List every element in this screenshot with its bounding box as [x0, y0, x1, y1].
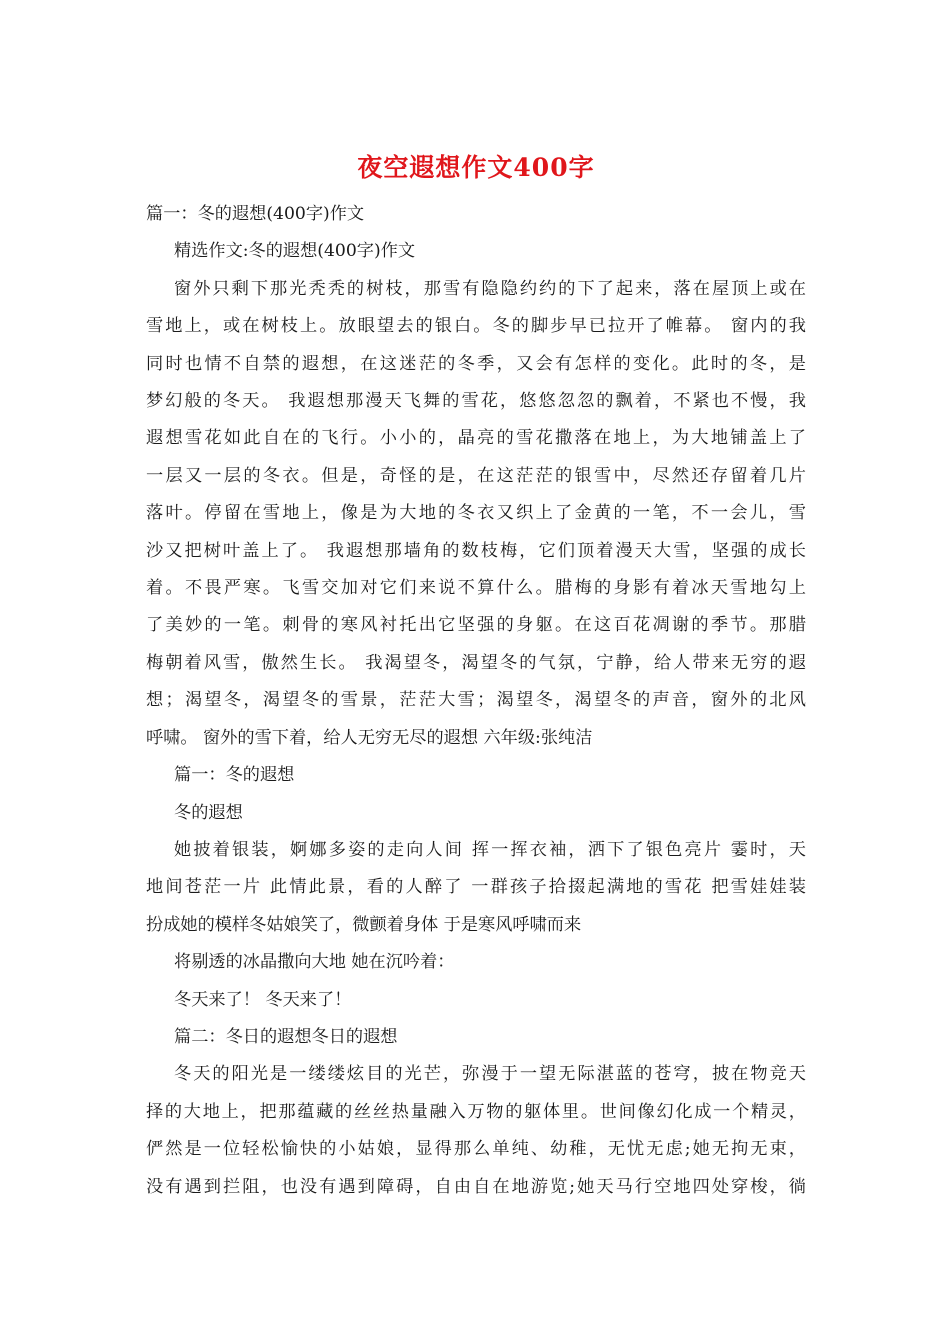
- paragraph-line: 雪地上，或在树枝上。放眼望去的银白。冬的脚步早已拉开了帷幕。 窗内的我: [146, 316, 806, 337]
- paragraph-line: 冬天的阳光是一缕缕炫目的光芒，弥漫于一望无际湛蓝的苍穹，披在物竞天: [174, 1064, 806, 1085]
- paragraph-line: 沙又把树叶盖上了。 我遐想那墙角的数枝梅，它们顶着漫天大雪，坚强的成长: [146, 540, 806, 561]
- paragraph-line: 梦幻般的冬天。 我遐想那漫天飞舞的雪花，悠悠忽忽的飘着，不紧也不慢，我: [146, 391, 806, 412]
- paragraph-line: 同时也情不自禁的遐想，在这迷茫的冬季，又会有怎样的变化。此时的冬，是: [146, 353, 806, 374]
- paragraph-line: 着。不畏严寒。飞雪交加对它们来说不算什么。腊梅的身影有着冰天雪地勾上: [146, 578, 806, 599]
- document-page: [146, 150, 806, 1206]
- paragraph-line: 冬天来了！ 冬天来了！: [174, 989, 352, 1010]
- paragraph-line: 择的大地上，把那蕴藏的丝丝热量融入万物的躯体里。世间像幻化成一个精灵，: [146, 1101, 806, 1122]
- paragraph-line: 窗外只剩下那光秃秃的树枝，那雪有隐隐约约的下了起来，落在屋顶上或在: [174, 278, 806, 299]
- paragraph-line: 地间苍茫一片 此情此景，看的人醉了 一群孩子拾掇起满地的雪花 把雪娃娃装: [146, 877, 806, 898]
- paragraph-line: 俨然是一位轻松愉快的小姑娘，显得那么单纯、幼稚，无忧无虑;她无拘无束，: [146, 1139, 806, 1160]
- paragraph-line: 篇二：冬日的遐想冬日的遐想: [174, 1026, 398, 1047]
- paragraph-line: 想；渴望冬，渴望冬的雪景，茫茫大雪；渴望冬，渴望冬的声音，窗外的北风: [146, 690, 806, 711]
- paragraph-line: 了美妙的一笔。刺骨的寒风衬托出它坚强的身躯。在这百花凋谢的季节。那腊: [146, 615, 806, 636]
- paragraph-line: 精选作文:冬的遐想(400字)作文: [174, 241, 416, 262]
- paragraph-line: 落叶。停留在雪地上，像是为大地的冬衣又织上了金黄的一笔，不一会儿，雪: [146, 503, 806, 524]
- paragraph-line: 她披着银装，婀娜多姿的走向人间 挥一挥衣袖，洒下了银色亮片 霎时，天: [174, 839, 806, 860]
- document-body: [146, 196, 806, 1206]
- paragraph-line: 遐想雪花如此自在的飞行。小小的，晶亮的雪花撒落在地上，为大地铺盖上了: [146, 428, 806, 449]
- paragraph-line: 篇一：冬的遐想: [174, 765, 295, 786]
- paragraph-line: 扮成她的模样冬姑娘笑了，微颤着身体 于是寒风呼啸而来: [146, 914, 582, 935]
- paragraph-line: 篇一：冬的遐想(400字)作文: [146, 204, 365, 224]
- paragraph-line: 梅朝着风雪，傲然生长。 我渴望冬，渴望冬的气氛，宁静，给人带来无穷的遐: [146, 652, 806, 673]
- document-title: 夜空遐想作文400字: [357, 153, 595, 182]
- paragraph-line: 将剔透的冰晶撒向大地 她在沉吟着：: [174, 952, 455, 973]
- paragraph-line: 冬的遐想: [174, 802, 243, 823]
- paragraph-line: 没有遇到拦阻，也没有遇到障碍，自由自在地游览;她天马行空地四处穿梭，徜: [146, 1176, 806, 1197]
- paragraph-line: 呼啸。 窗外的雪下着，给人无穷无尽的遐想 六年级:张纯洁: [146, 727, 593, 748]
- paragraph-line: 一层又一层的冬衣。但是，奇怪的是，在这茫茫的银雪中，尽然还存留着几片: [146, 465, 806, 486]
